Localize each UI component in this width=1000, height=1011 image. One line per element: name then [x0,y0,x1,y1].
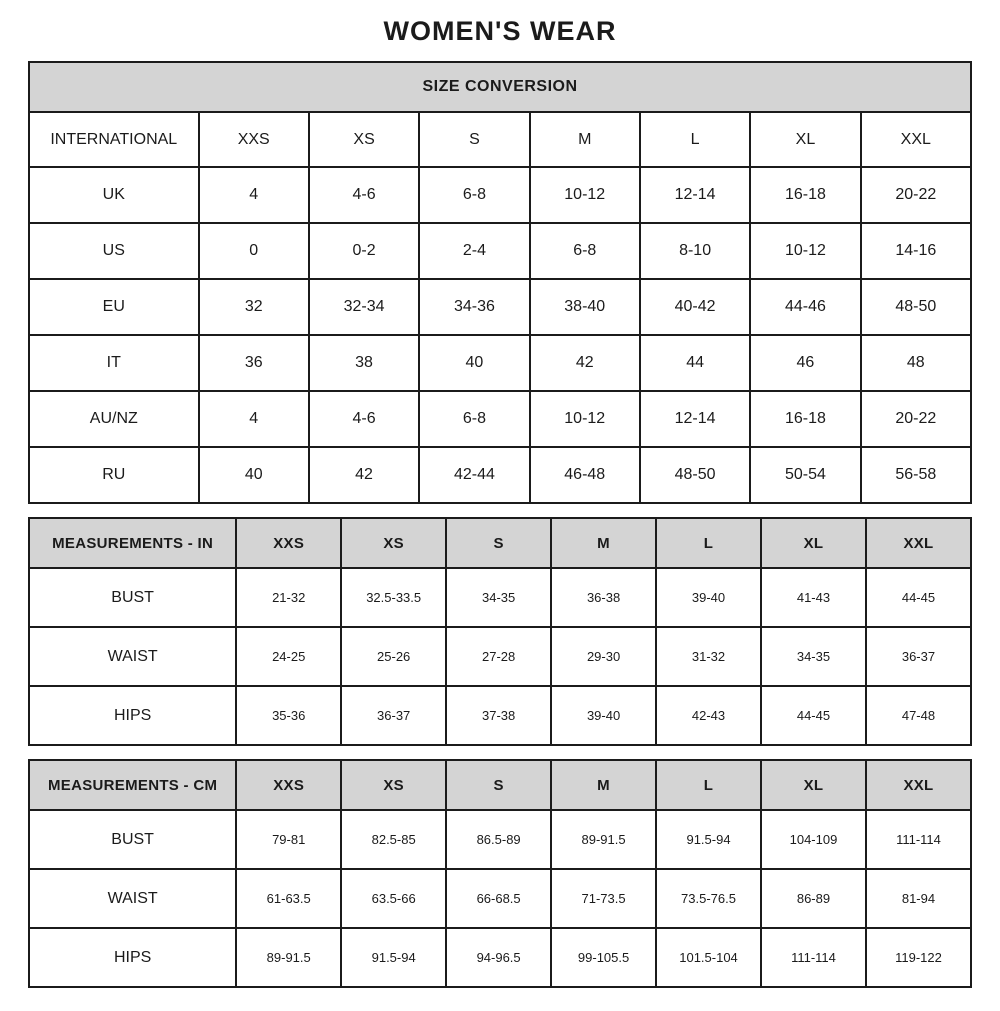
size-conversion-cell: 32 [199,279,309,335]
measurements-in-column-header: XXS [236,518,341,568]
size-conversion-row [29,447,971,503]
size-conversion-cell: 6-8 [419,167,529,223]
size-conversion-cell: 42 [309,447,419,503]
measurements-in-column-header: XXL [866,518,971,568]
measurements-in-cell: 21-32 [236,568,341,627]
measurements-in-cell: 32.5-33.5 [341,568,446,627]
measurements-in-cell: 47-48 [866,686,971,745]
size-conversion-banner: SIZE CONVERSION [29,62,971,112]
size-conversion-row-label: UK [29,167,199,223]
measurements-in-cell: 37-38 [446,686,551,745]
measurements-in-column-header: M [551,518,656,568]
size-conversion-row-label: EU [29,279,199,335]
size-conversion-cell: 32-34 [309,279,419,335]
measurements-in-cell: 39-40 [551,686,656,745]
size-conversion-header-row [29,112,971,167]
measurements-cm-column-header: S [446,760,551,810]
measurements-cm-row [29,869,971,928]
measurements-in-cell: 35-36 [236,686,341,745]
measurements-cm-column-header: XXL [866,760,971,810]
measurements-in-row [29,627,971,686]
size-conversion-cell: 46-48 [530,447,640,503]
size-conversion-column-header: S [419,112,529,167]
size-conversion-cell: 6-8 [419,391,529,447]
measurements-cm-column-header: XL [761,760,866,810]
size-conversion-cell: 6-8 [530,223,640,279]
size-conversion-row [29,223,971,279]
size-conversion-cell: 16-18 [750,167,860,223]
size-conversion-cell: 4 [199,391,309,447]
measurements-in-cell: 34-35 [446,568,551,627]
measurements-cm-row [29,810,971,869]
measurements-cm-cell: 104-109 [761,810,866,869]
size-conversion-cell: 48-50 [640,447,750,503]
measurements-cm-cell: 71-73.5 [551,869,656,928]
size-conversion-cell: 4 [199,167,309,223]
size-conversion-column-header: INTERNATIONAL [29,112,199,167]
size-conversion-cell: 34-36 [419,279,529,335]
size-conversion-cell: 0-2 [309,223,419,279]
measurements-cm-cell: 89-91.5 [551,810,656,869]
size-conversion-banner-row [29,62,971,112]
size-conversion-cell: 16-18 [750,391,860,447]
size-conversion-cell: 40-42 [640,279,750,335]
measurements-in-row-label: WAIST [29,627,236,686]
size-conversion-cell: 56-58 [861,447,971,503]
measurements-cm-column-header: MEASUREMENTS - CM [29,760,236,810]
measurements-in-cell: 27-28 [446,627,551,686]
measurements-cm-cell: 86-89 [761,869,866,928]
measurements-in-cell: 29-30 [551,627,656,686]
size-conversion-row-label: AU/NZ [29,391,199,447]
measurements-cm-cell: 86.5-89 [446,810,551,869]
measurements-cm-cell: 91.5-94 [341,928,446,987]
measurements-cm-header-row [29,760,971,810]
measurements-in-cell: 36-38 [551,568,656,627]
measurements-cm-cell: 81-94 [866,869,971,928]
measurements-in-cell: 31-32 [656,627,761,686]
measurements-cm-column-header: XXS [236,760,341,810]
measurements-cm-cell: 99-105.5 [551,928,656,987]
size-conversion-cell: 42 [530,335,640,391]
size-conversion-row [29,335,971,391]
size-conversion-cell: 12-14 [640,167,750,223]
size-conversion-row [29,279,971,335]
measurements-cm-row-label: BUST [29,810,236,869]
size-conversion-column-header: M [530,112,640,167]
size-conversion-cell: 48 [861,335,971,391]
measurements-in-column-header: XS [341,518,446,568]
measurements-cm-column-header: L [656,760,761,810]
page-title: WOMEN'S WEAR [383,16,617,46]
size-conversion-column-header: XXL [861,112,971,167]
measurements-in-table [28,517,972,746]
measurements-in-cell: 41-43 [761,568,866,627]
measurements-in-header-row [29,518,971,568]
size-conversion-column-header: XL [750,112,860,167]
measurements-cm-cell: 82.5-85 [341,810,446,869]
size-conversion-cell: 38-40 [530,279,640,335]
size-conversion-cell: 10-12 [530,391,640,447]
measurements-cm-cell: 101.5-104 [656,928,761,987]
size-conversion-cell: 20-22 [861,391,971,447]
measurements-cm-cell: 63.5-66 [341,869,446,928]
measurements-cm-cell: 111-114 [761,928,866,987]
measurements-in-column-header: S [446,518,551,568]
measurements-in-cell: 25-26 [341,627,446,686]
size-conversion-cell: 40 [199,447,309,503]
measurements-cm-cell: 61-63.5 [236,869,341,928]
size-conversion-cell: 44 [640,335,750,391]
measurements-in-cell: 39-40 [656,568,761,627]
size-conversion-cell: 46 [750,335,860,391]
measurements-cm-cell: 94-96.5 [446,928,551,987]
size-conversion-table [28,61,972,504]
measurements-cm-cell: 91.5-94 [656,810,761,869]
measurements-in-cell: 24-25 [236,627,341,686]
size-conversion-cell: 50-54 [750,447,860,503]
size-conversion-cell: 10-12 [750,223,860,279]
measurements-in-row [29,686,971,745]
measurements-in-cell: 36-37 [341,686,446,745]
measurements-in-cell: 34-35 [761,627,866,686]
measurements-cm-cell: 119-122 [866,928,971,987]
size-conversion-cell: 0 [199,223,309,279]
size-conversion-row [29,391,971,447]
measurements-cm-row [29,928,971,987]
measurements-in-column-header: XL [761,518,866,568]
measurements-cm-row-label: HIPS [29,928,236,987]
size-conversion-cell: 40 [419,335,529,391]
size-conversion-column-header: L [640,112,750,167]
size-conversion-cell: 14-16 [861,223,971,279]
size-conversion-column-header: XS [309,112,419,167]
measurements-cm-table [28,759,972,988]
measurements-cm-cell: 79-81 [236,810,341,869]
measurements-cm-cell: 111-114 [866,810,971,869]
measurements-in-cell: 44-45 [761,686,866,745]
size-conversion-cell: 12-14 [640,391,750,447]
size-conversion-cell: 2-4 [419,223,529,279]
size-conversion-row [29,167,971,223]
measurements-in-column-header: L [656,518,761,568]
size-conversion-cell: 4-6 [309,167,419,223]
measurements-in-column-header: MEASUREMENTS - IN [29,518,236,568]
measurements-in-row-label: BUST [29,568,236,627]
size-conversion-cell: 8-10 [640,223,750,279]
size-conversion-cell: 42-44 [419,447,529,503]
size-conversion-cell: 44-46 [750,279,860,335]
size-conversion-column-header: XXS [199,112,309,167]
size-conversion-row-label: IT [29,335,199,391]
measurements-in-cell: 44-45 [866,568,971,627]
measurements-cm-column-header: M [551,760,656,810]
measurements-cm-cell: 89-91.5 [236,928,341,987]
size-conversion-cell: 38 [309,335,419,391]
size-conversion-cell: 36 [199,335,309,391]
size-conversion-cell: 20-22 [861,167,971,223]
measurements-cm-column-header: XS [341,760,446,810]
size-conversion-cell: 10-12 [530,167,640,223]
size-conversion-cell: 4-6 [309,391,419,447]
measurements-cm-cell: 66-68.5 [446,869,551,928]
measurements-in-cell: 36-37 [866,627,971,686]
measurements-in-cell: 42-43 [656,686,761,745]
measurements-in-row-label: HIPS [29,686,236,745]
measurements-in-row [29,568,971,627]
size-conversion-row-label: US [29,223,199,279]
size-conversion-cell: 48-50 [861,279,971,335]
measurements-cm-row-label: WAIST [29,869,236,928]
size-conversion-row-label: RU [29,447,199,503]
measurements-cm-cell: 73.5-76.5 [656,869,761,928]
